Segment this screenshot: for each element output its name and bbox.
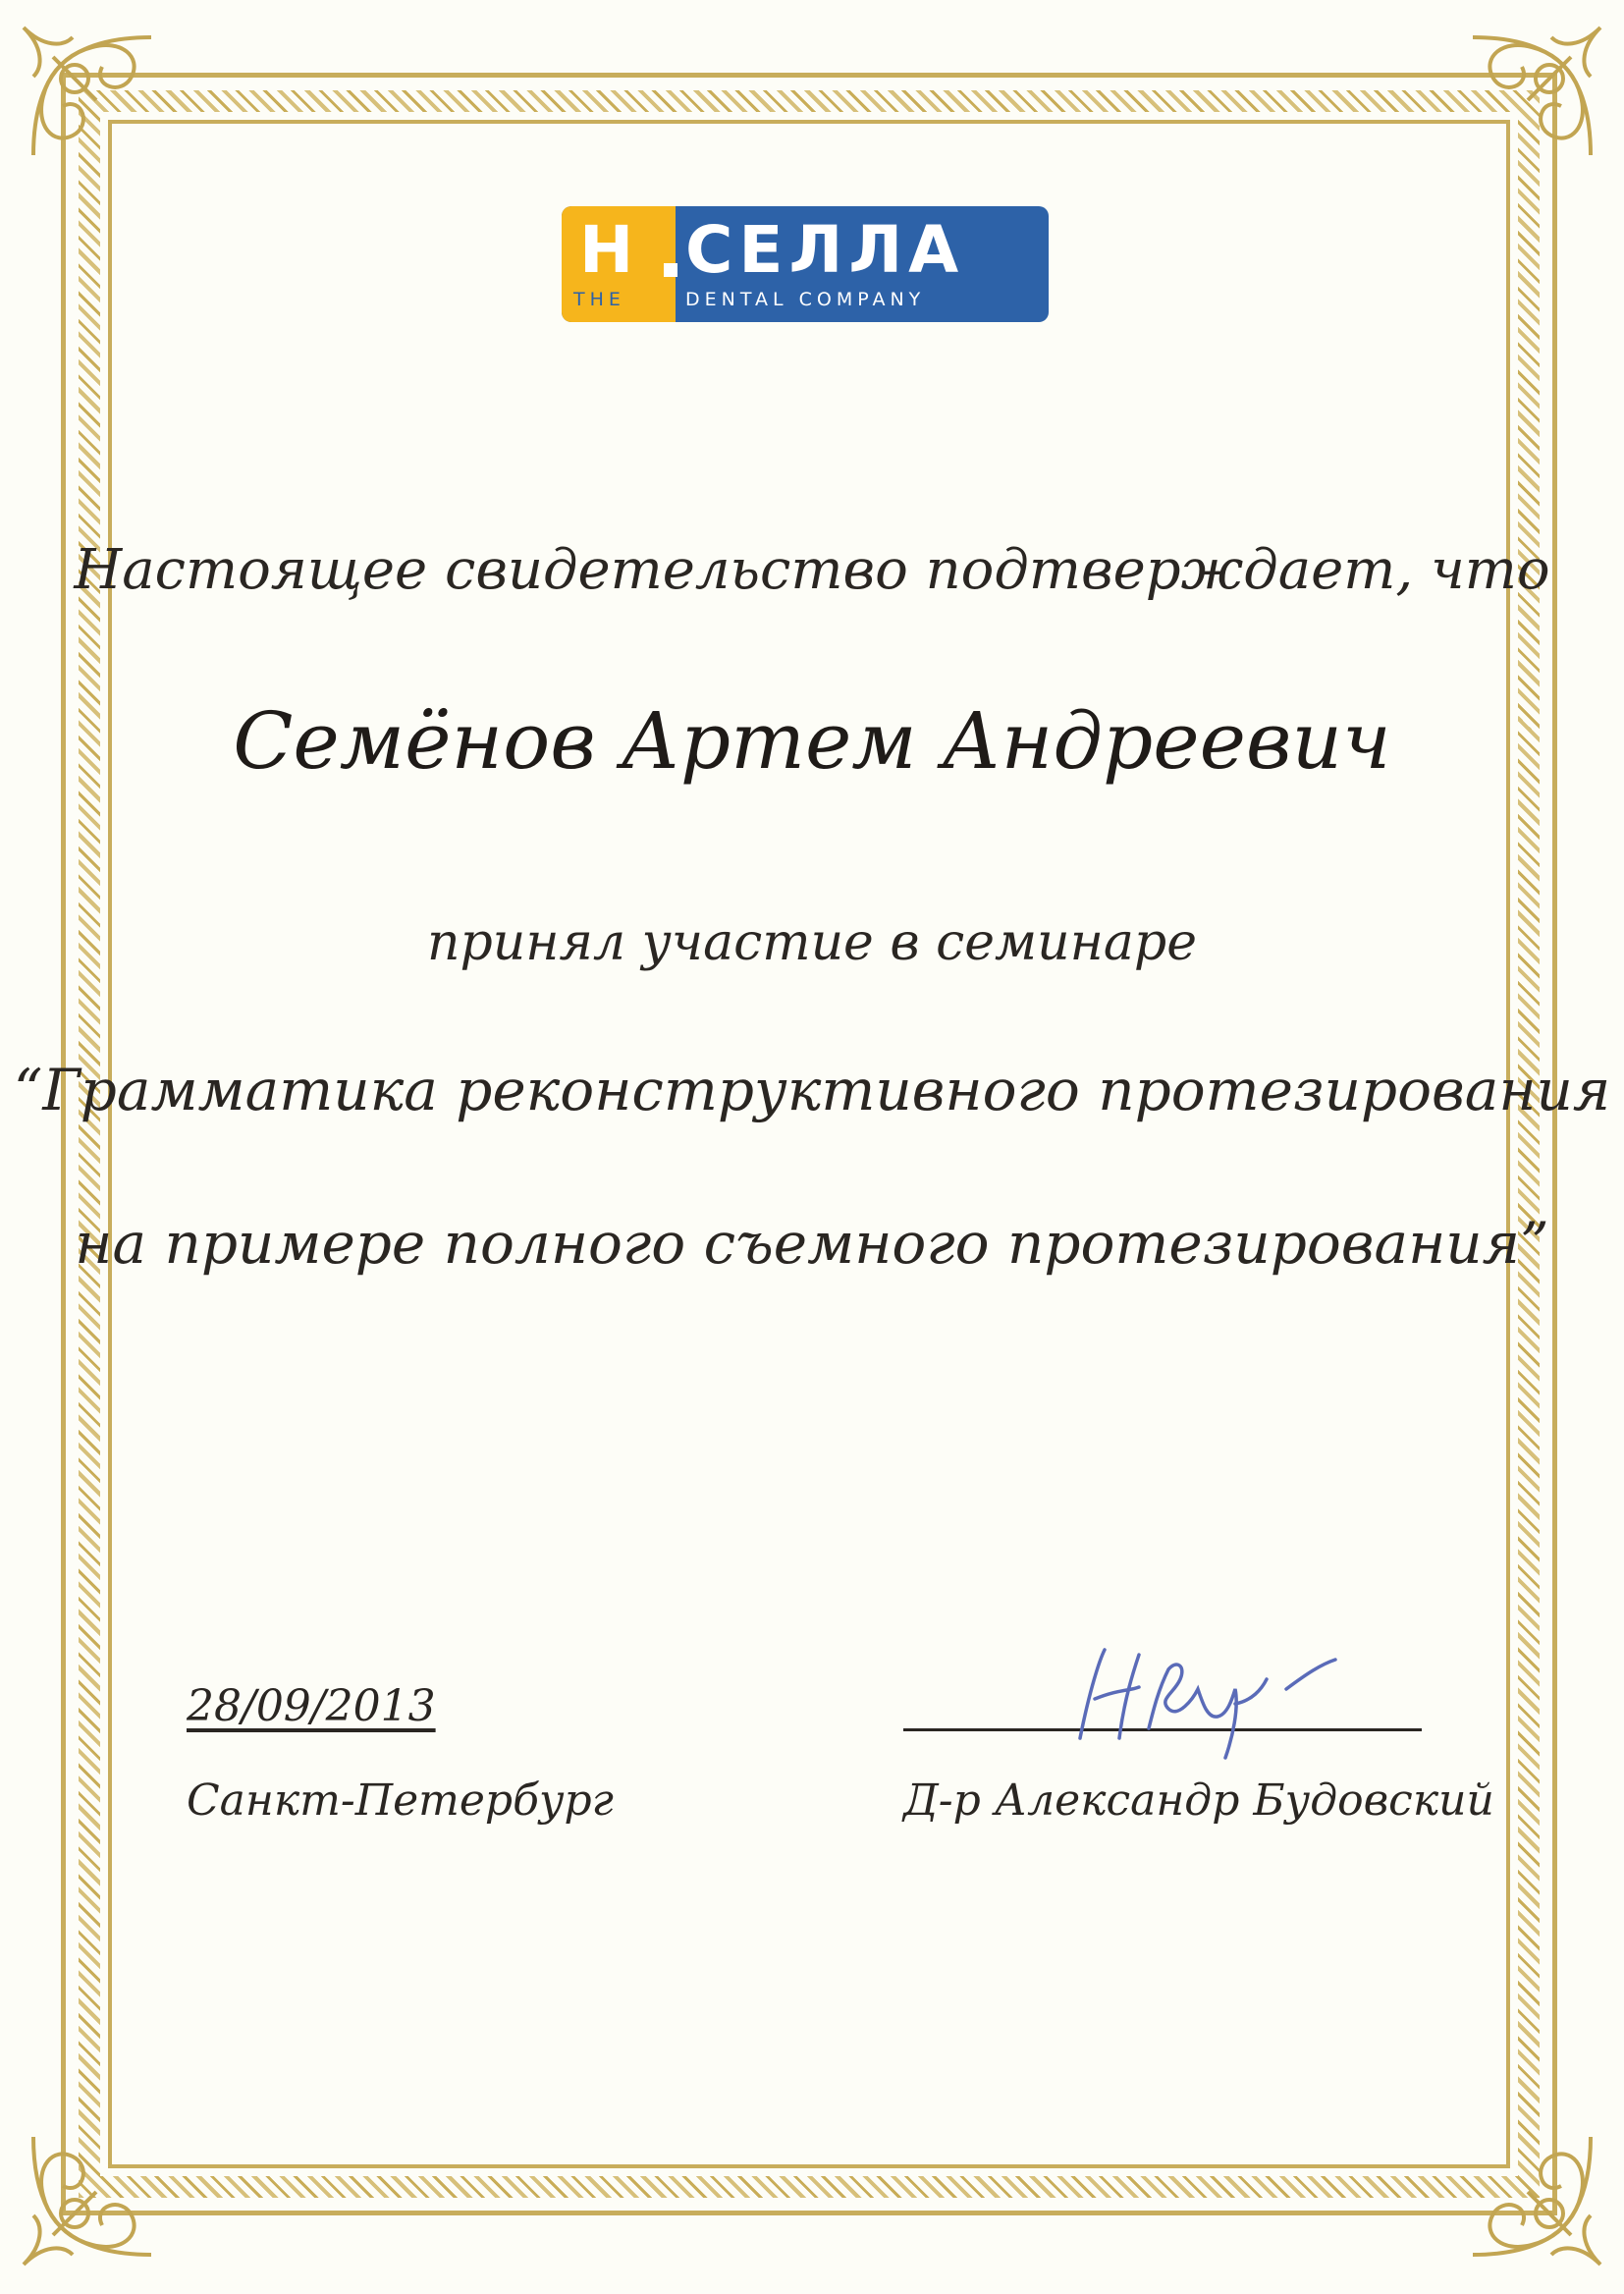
corner-ornament-icon [14, 2117, 171, 2274]
participation-text: принял участие в семинаре [427, 913, 1197, 972]
intro-text: Настоящее свидетельство подтверждает, что [74, 538, 1550, 602]
corner-ornament-icon [1453, 2117, 1610, 2274]
issue-city: Санкт-Петербург [187, 1775, 614, 1826]
frame-inner-border [108, 120, 1510, 2168]
signer-name: Д-р Александр Будовский [903, 1775, 1494, 1826]
issue-date: 28/09/2013 [187, 1681, 436, 1731]
seminar-title-line-1: “Грамматика реконструктивного протезирования [13, 1057, 1611, 1123]
corner-ornament-icon [14, 18, 171, 175]
company-logo [562, 206, 1049, 322]
seminar-title-line-2: на примере полного съемного протезирования” [75, 1210, 1549, 1277]
logo-tagline: DENTAL COMPANY [685, 289, 926, 310]
logo-wordmark: СЕЛЛА [685, 212, 965, 288]
logo-letter: H [579, 212, 635, 288]
handwritten-signature [1060, 1630, 1355, 1768]
corner-ornament-icon [1453, 18, 1610, 175]
recipient-name: Семёнов Артем Андреевич [233, 695, 1391, 787]
logo-tagline-the: THE [573, 289, 625, 310]
logo-dot [664, 263, 677, 277]
